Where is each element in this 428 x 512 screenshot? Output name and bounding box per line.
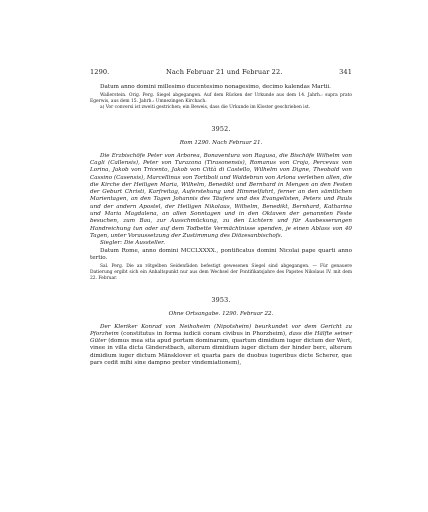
regest-3953-text-1: (constitutus in forma iudicii coram civibus in Phorzheim), [121, 330, 287, 337]
siegler-3952: Siegler: Die Aussteller. [100, 240, 165, 247]
regest-3953 [90, 324, 352, 368]
document-date-3953: Ohne Ortsangabe. 1290. Februar 22. [168, 310, 274, 317]
prev-footnote-1: Wallerstein. Orig. Perg. Siegel abgegangen. Auf dem Rücken der Urkunde aus dem 14. Jahrh.: supra prato Egerwis, aus dem 15. Jahrh.: Umnezingen Kirchach. [90, 93, 352, 105]
prev-footnote-2: a) Vor conversi ist zweiti gestrichen; ein Beweis, dass die Urkunde im Kloster geschrieben ist. [100, 104, 310, 110]
document-number-3952: 3952. [211, 124, 231, 133]
page-number: 341 [339, 68, 352, 76]
prev-datum: Datum anno domini millesimo ducentesimo nonagesimo, decimo kalendas Martii. [100, 84, 331, 90]
regest-3953-italic-1: Der Kleriker Konrad von Neihoheim (Nipotsheim) beurkundet vor dem Gericht zu Pforzheim [90, 323, 352, 337]
regest-3952: Die Erzbischöfe Peter von Arborea, Bonaventura von Ragusa, die Bischöfe Wilhelm von Cagli (Callensis), Peter von Turazona (Tirasonensis), Romanus von Croja, Percevus von Lorina, Jakob von Tricento, Jakob von Città di Castello, Wilhelm von Digne, Theobald von Cassino (Casensis), Marcellinus von Tortiboli und Waldebrun von Arlona verleihen allen, die die Kirche der Heiligen Maria, Wilhelm, Benedikt und Bernhard in Mengen an den Festen der Geburt Christi, Karfreitag, Auferstehung und Himmelfahrt, ferner an den sämtlichen Marientagen, an den Tagen Johannis des Täufers und des Evangelisten, Peters und Pauls und der andern Apostel, der Heiligen Nikolaus, Wilhelm, Benedikt, Bernhard, Katharina und Maria Magdalena, an allen Sonntagen und in den Oktaven der genannten Feste besuchen, zum Bau, zur Ausschmückung, zu den Lichtern und für Ausbesserungen Handreichung tun oder auf dem Todbette Vermächtnisse spenden, je einen Ablass von 40 Tagen, unter Voraussetzung der Zustimmung des Diözesanbischofs. [90, 152, 352, 239]
document-number-3953: 3953. [211, 295, 231, 304]
regest-3953-text-2: (domus mea sita apud portam dominarum, quartum dimidium iuger dictum der Wert, vinee in villa dicta Ginderstbach, alterum dimidium iuger dictum der hinder berc, alterum dimidium iuger dictum Mänsklover et quarta pars de duobus iugeribus dicte Scherer, que pars cedit mihi sine dampno preter vindemiationem), [90, 338, 352, 367]
note-3952: Sal. Perg. Die an rötgelben Seidenfäden befestigt gewesenen Siegel sind abgegangen. — Für genauere Datierung ergibt sich ein Anhaltspunkt nur aus dem Wechsel der Pontifikatsjahre des Papstes Nikolaus IV. mit dem 22. Februar. [90, 264, 352, 281]
running-header [90, 68, 352, 76]
regest-3953-italic-2: dass die Hälfte seiner Güter [90, 330, 353, 345]
header-year: 1290. [90, 68, 110, 76]
document-date-3952: Rom 1290. Nach Februar 21. [179, 139, 263, 146]
datum-3952: Datum Rome, anno domini MCCLXXXX., pontificatus domini Nicolai pape quarti anno tertio. [90, 247, 352, 261]
header-dates: Nach Februar 21 und Februar 22. [166, 68, 283, 76]
document-page [90, 68, 352, 367]
